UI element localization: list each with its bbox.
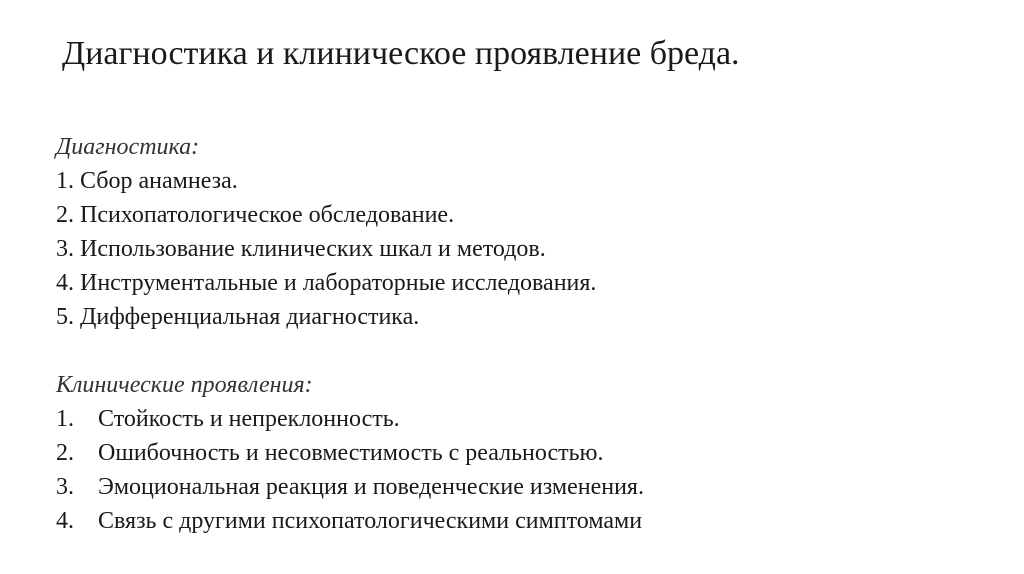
clinical-item-number: 2. [56,440,74,466]
diagnostics-heading: Диагностика: [56,134,200,160]
clinical-item-text: Эмоциональная реакция и поведенческие изменения. [98,474,644,500]
clinical-item-text: Стойкость и непреклонность. [98,406,400,432]
clinical-item-number: 3. [56,474,74,500]
clinical-item [56,470,996,504]
diagnostics-item: 4. Инструментальные и лабораторные исследования. [56,270,597,296]
clinical-item [56,504,996,538]
clinical-heading: Клинические проявления: [56,372,313,398]
diagnostics-item: 5. Дифференциальная диагностика. [56,304,420,330]
diagnostics-item: 2. Психопатологическое обследование. [56,202,455,228]
clinical-item-text: Ошибочность и несовместимость с реальностью. [98,440,604,466]
clinical-list [56,402,996,538]
slide-content [56,130,996,538]
slide-title: Диагностика и клиническое проявление бреда. [62,35,740,72]
clinical-item [56,402,996,436]
clinical-item [56,436,996,470]
clinical-item-number: 1. [56,406,74,432]
section-spacer [56,334,996,368]
diagnostics-item: 1. Сбор анамнеза. [56,168,238,194]
diagnostics-item: 3. Использование клинических шкал и методов. [56,236,546,262]
clinical-item-number: 4. [56,508,74,534]
clinical-item-text: Связь с другими психопатологическими симптомами [98,508,643,534]
